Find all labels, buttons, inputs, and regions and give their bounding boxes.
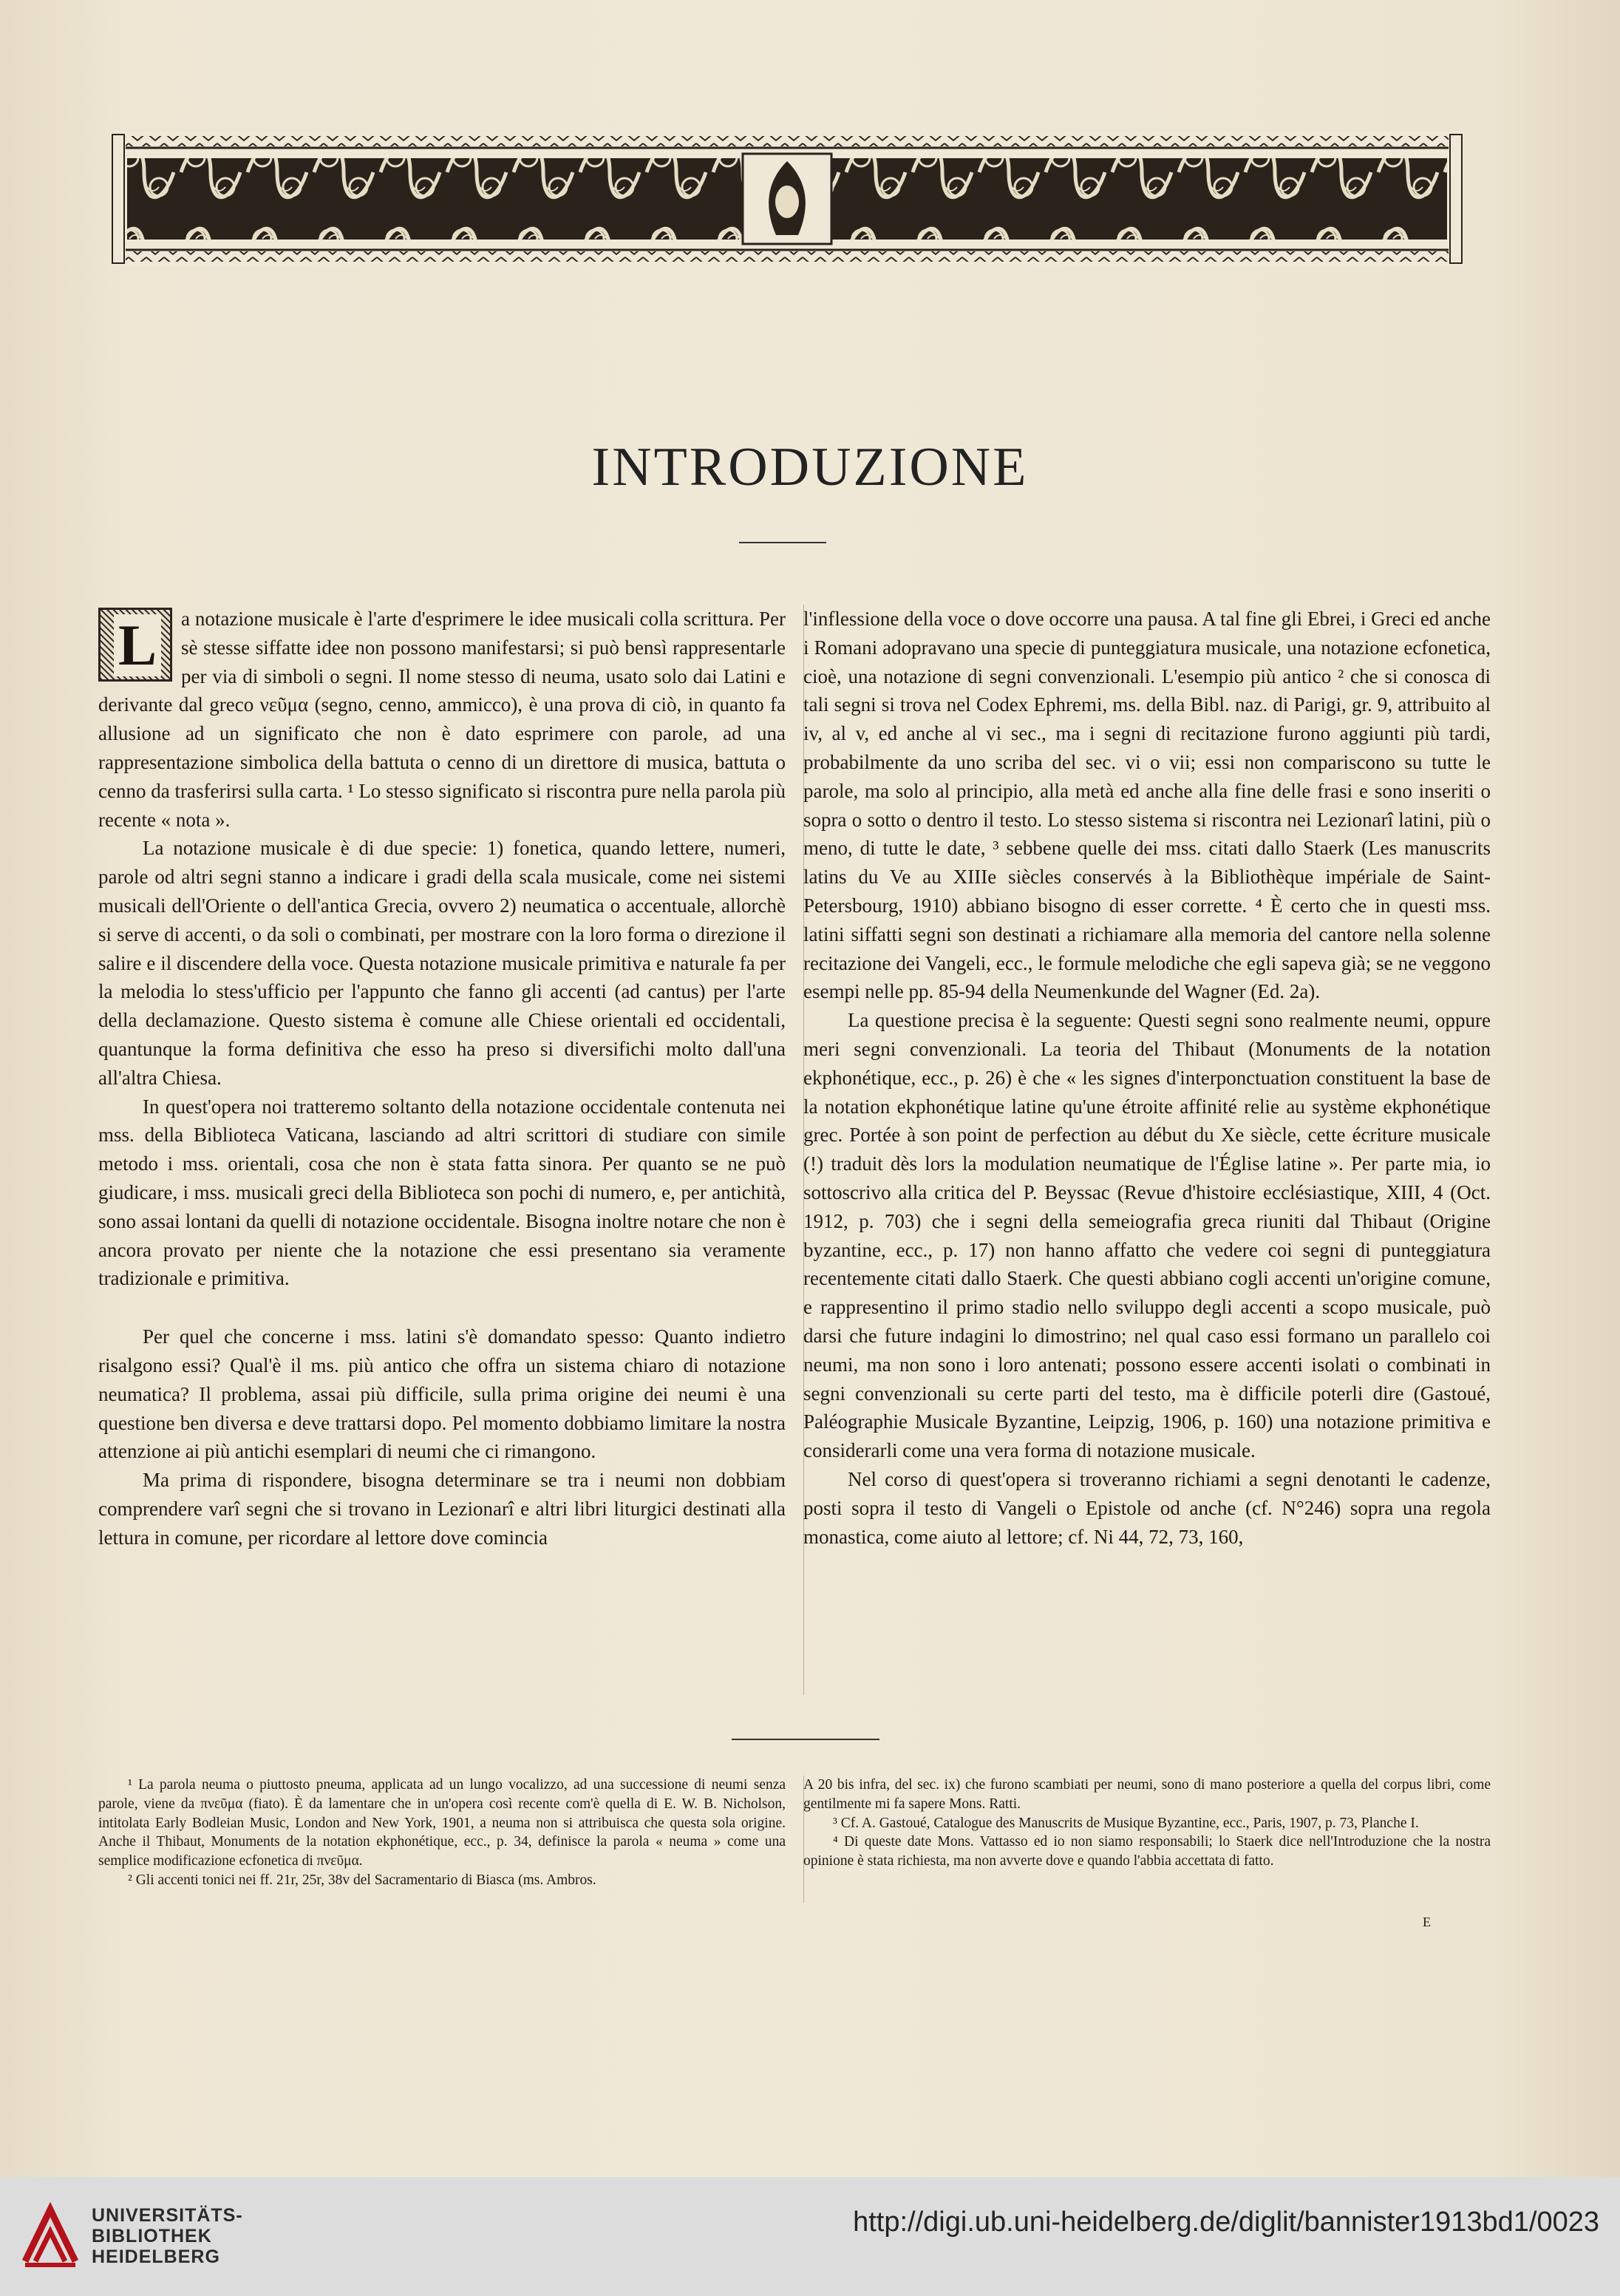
paragraph: Per quel che concerne i mss. latini s'è domandato spesso: Quanto indietro risalgono essi? Qual'è il ms. più antico che offra un sistema chiaro di notazione neumatica? Il problema, assai più difficile, sulla prima origine dei neumi è una questione ben diversa e deve trattarsi dopo. Pel momento dobbiamo limitare la nostra attenzione ai più antichi esemplari di neumi che ci rimangono.: [98, 1325, 786, 1463]
dropcap: [98, 608, 172, 682]
paragraph: a notazione musicale è l'arte d'esprimere le idee musicali colla scrittura. Per sè stesse siffatte idee non possono manifestarsi; si può bensì rappresentarle per via di simboli o segni. Il nome stesso di neuma, usato solo dai Latini e derivante dal greco νεῦμα (segno, cenno, ammicco), è una prova di ciò, in quanto fa allusione ad un significato che non è dato esprimere con parole, ad una rappresentazione simbolica della battuta o cenno di un direttore di musica, battuta o cenno da trasferirsi sulla carta. ¹ Lo stesso significato si riscontra pure nella parola più recente « nota ».: [98, 608, 786, 831]
page-title: INTRODUZIONE: [591, 437, 1029, 497]
footnote: ¹ La parola neuma o piuttosto pneuma, applicata ad un lungo vocalizzo, ad una successione di neumi senza parole, viene da πνεῦμα (fiato). È da lamentare che in un'opera così recente com'è quella di E. W. B. Nicholson, intitolata Early Bodleian Music, London and New York, 1901, a neuma non si attribuisca che questa sola origine. Anche il Thibaut, Monuments de la notation ekphonétique, ecc., p. 34, definisce la parola « neuma » come una semplice modificazione ecfonetica di πνεῦμα.: [98, 1777, 786, 1869]
text-column-right: [803, 605, 1491, 1551]
library-name-line: BIBLIOTHEK: [92, 2226, 212, 2246]
ornamental-header-border: [111, 132, 1463, 266]
paragraph: La notazione musicale è di due specie: 1) fonetica, quando lettere, numeri, parole od altri segni stanno a indicare i gradi della scala musicale, come nei sistemi musicali dell'Oriente o dell'antica Grecia, ovvero 2) neumatica o accentuale, allorchè si serve di accenti, o da soli o combinati, per mostrare con la loro forma o direzione il salire e il discendere della voce. Questa notazione musicale primitiva e naturale fa per la melodia lo stess'ufficio per l'appunto che fanno gli accenti (ad cantus) per l'arte della declamazione. Questo sistema è comune alle Chiese orientali ed occidentali, quantunque la forma definitiva che esso ha preso si diversifichi molto dall'una all'altra Chiesa.: [98, 837, 786, 1089]
title-rule: [739, 542, 826, 543]
library-name-line: HEIDELBERG: [92, 2246, 220, 2267]
footnote: A 20 bis infra, del sec. ix) che furono scambiati per neumi, sono di mano posteriore a quella del corpus libri, come gentilmente mi fa sapere Mons. Ratti.: [803, 1777, 1491, 1812]
text-column-left: [98, 605, 786, 1552]
university-library-logo-icon[interactable]: [21, 2202, 80, 2269]
signature-mark: E: [1423, 1915, 1431, 1929]
footnote: ² Gli accenti tonici nei ff. 21r, 25r, 38v del Sacramentario di Biasca (ms. Ambros.: [128, 1872, 596, 1888]
footnotes-right: [803, 1776, 1491, 1871]
paragraph: Nel corso di quest'opera si troveranno richiami a segni denotanti le cadenze, posti sopra il testo di Vangeli o Epistole od anche (cf. N°246) sopra una regola monastica, come aiuto al lettore; cf. Ni 44, 72, 73, 160,: [803, 1467, 1491, 1548]
footnote-rule: [732, 1739, 879, 1740]
paragraph: In quest'opera noi tratteremo soltanto della notazione occidentale contenuta nei mss. della Biblioteca Vaticana, lasciando ad altri scrittori di studiare con simile metodo i mss. orientali, cosa che non è stata fatta sinora. Per quanto se ne può giudicare, i mss. musicali greci della Biblioteca son pochi di numero, e, per antichità, sono assai lontani da quelli di notazione occidentale. Bisogna inoltre notare che non è ancora provato per niente che la notazione che essi presentano sia veramente tradizionale e primitiva.: [98, 1095, 786, 1290]
paragraph: Ma prima di rispondere, bisogna determinare se tra i neumi non dobbiam comprendere varî segni che si trovano in Lezionarî e altri libri liturgici destinati alla lettura in comune, per ricordare al lettore dove comincia: [98, 1469, 786, 1549]
dropcap-letter: L: [114, 614, 161, 676]
viewer-footer: [0, 2177, 1620, 2296]
library-name-line: UNIVERSITÄTS-: [92, 2205, 243, 2226]
paragraph: La questione precisa è la seguente: Questi segni sono realmente neumi, oppure meri segni convenzionali. La teoria del Thibaut (Monuments de la notation ekphonétique, ecc., p. 26) è che « les signes d'interponctuation constituent la base de la notation ekphonétique latine qu'une étroite affinité relie au système ekphonétique grec. Portée à son point de perfection au début du Xe siècle, cette écriture musicale (!) traduit dès lors la modulation neumatique de l'Église latine ». Per parte mia, io sottoscrivo alla critica del P. Beyssac (Revue d'histoire ecclésiastique, XIII, 4 (Oct. 1912, p. 703) che i segni della semeiografia greca riuniti dal Thibaut (Origine byzantine, ecc., p. 17) non hanno affatto che vedere coi segni di punteggiatura recentemente citati dallo Staerk. Che questi abbiano cogli accenti un'origine comune, e rappresentino il primo stadio nello sviluppo degli accenti a scopo musicale, può darsi che future indagini lo dimostrino; nel qual caso essi formano un parallelo coi neumi, ma non sono i loro antenati; possono essere accenti isolati o combinati in segni convenzionali su certe parti del testo, ma è difficile poterli dire (Gastoué, Paléographie Musicale Byzantine, Leipzig, 1906, p. 160) una notazione primitiva e considerarli come una vera forma di notazione musicale.: [803, 1009, 1491, 1462]
library-name[interactable]: [92, 2205, 243, 2267]
footnote: ⁴ Di queste date Mons. Vattasso ed io non siamo responsabili; lo Staerk dice nell'Introduzione che la nostra opinione è stata richiesta, ma non avverte dove e quando l'abbia accettata di fatto.: [803, 1834, 1491, 1869]
footnotes-left: [98, 1776, 786, 1890]
permalink-url[interactable]: http://digi.ub.uni-heidelberg.de/diglit/bannister1913bd1/0023: [853, 2207, 1599, 2238]
footnote: ³ Cf. A. Gastoué, Catalogue des Manuscrits de Musique Byzantine, ecc., Paris, 1907, p. 73, Planche I.: [833, 1815, 1419, 1831]
ornament-icon: [111, 132, 1463, 266]
paragraph: l'inflessione della voce o dove occorre una pausa. A tal fine gli Ebrei, i Greci ed anche i Romani adopravano una specie di punteggiatura musicale, una notazione ecfonetica, cioè, una notazione di segni convenzionali. L'esempio più antico ² che si conosca di tali segni si trova nel Codex Ephremi, ms. della Bibl. naz. di Parigi, gr. 9, attribuito al iv, al v, ed anche al vi sec., ma i segni di recitazione furono aggiunti più tardi, probabilmente da uno scriba del sec. vi o vii; essi non compariscono su tutte le parole, ma solo al principio, alla metà ed anche alla fine delle frasi e sono inseriti o sopra o sotto o dentro il testo. Lo stesso sistema si riscontra nei Lezionarî latini, più o meno, di tutte le date, ³ sebbene quelle dei mss. citati dallo Staerk (Les manuscrits latins du Ve au XIIIe siècles conservés à la Bibliothèque impériale de Saint-Petersbourg, 1910) abbiano bisogno di esser corrette. ⁴ È certo che in questi mss. latini siffatti segni son destinati a richiamare alla memoria del cantore nella solenne recitazione dei Vangeli, ecc., le formule melodiche che egli sapeva già; se ne veggono esempi nelle pp. 85-94 della Neumenkunde del Wagner (Ed. 2a).: [803, 608, 1491, 1003]
